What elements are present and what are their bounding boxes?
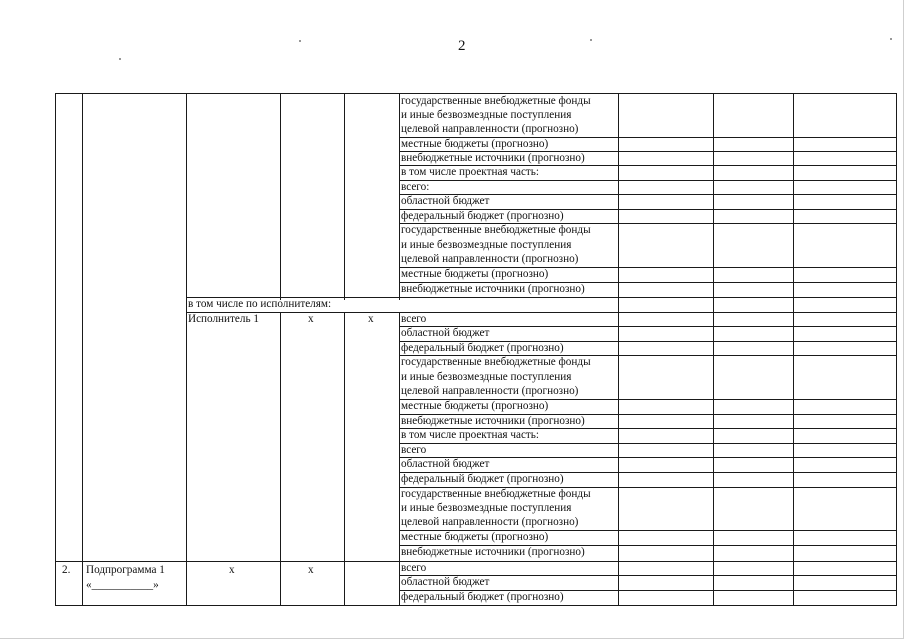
column-divider [280,93,281,300]
column-divider [82,93,83,606]
subprogram-col-b: x [308,564,314,576]
executor-row-label: всего [401,444,427,456]
top-row-label: целевой направленности (прогнозно) [401,123,579,135]
scan-speck [119,58,121,60]
executor-row-label: внебюджетные источники (прогнозно) [401,546,585,558]
scan-speck [299,40,301,42]
top-row-label: государственные внебюджетные фонды [401,95,591,107]
top-row-label: государственные внебюджетные фонды [401,224,591,236]
top-row-label: внебюджетные источники (прогнозно) [401,152,585,164]
subprogram-col-a: x [229,564,235,576]
executor-row-label: целевой направленности (прогнозно) [401,516,579,528]
executor-row-label: местные бюджеты (прогнозно) [401,400,549,412]
subprogram-number: 2. [62,564,71,576]
top-row-label: целевой направленности (прогнозно) [401,253,579,265]
top-row-label: и иные безвозмездные поступления [401,109,572,121]
subprogram-row-label: всего [401,562,427,574]
executor-row-label: и иные безвозмездные поступления [401,371,572,383]
page-number: 2 [458,38,466,54]
top-row-label: федеральный бюджет (прогнозно) [401,210,564,222]
executor-row-label: всего [401,313,427,325]
executor-row-label: внебюджетные источники (прогнозно) [401,415,585,427]
executor-col-a: x [308,313,314,325]
subprogram-name-placeholder: «___________» [86,579,159,591]
scan-speck [890,38,892,40]
executor-row-label: федеральный бюджет (прогнозно) [401,342,564,354]
subprogram-row-label: федеральный бюджет (прогнозно) [401,591,564,603]
by-executors-label: в том числе по исполнителям: [188,298,332,310]
table-border-bottom [55,605,897,606]
column-divider [399,93,400,300]
executor-row-label: областной бюджет [401,327,490,339]
top-row-label: всего: [401,181,430,193]
executor-name: Исполнитель 1 [188,313,259,325]
subprogram-row-label: областной бюджет [401,576,490,588]
executor-col-b: x [368,313,374,325]
executor-row-label: и иные безвозмездные поступления [401,502,572,514]
column-divider [344,93,345,300]
top-row-label: в том числе проектная часть: [401,166,540,178]
executor-row-label: в том числе проектная часть: [401,429,540,441]
column-divider [186,93,187,606]
table-border-left [55,93,56,606]
executor-row-label: государственные внебюджетные фонды [401,356,591,368]
executor-row-label: федеральный бюджет (прогнозно) [401,473,564,485]
top-row-label: внебюджетные источники (прогнозно) [401,283,585,295]
top-row-label: и иные безвозмездные поступления [401,239,572,251]
top-row-label: местные бюджеты (прогнозно) [401,138,549,150]
executor-row-label: областной бюджет [401,458,490,470]
top-row-label: областной бюджет [401,195,490,207]
scan-speck [590,39,592,41]
executor-row-label: государственные внебюджетные фонды [401,488,591,500]
subprogram-name: Подпрограмма 1 [86,564,165,576]
executor-row-label: целевой направленности (прогнозно) [401,385,579,397]
executor-row-label: местные бюджеты (прогнозно) [401,531,549,543]
top-row-label: местные бюджеты (прогнозно) [401,268,549,280]
